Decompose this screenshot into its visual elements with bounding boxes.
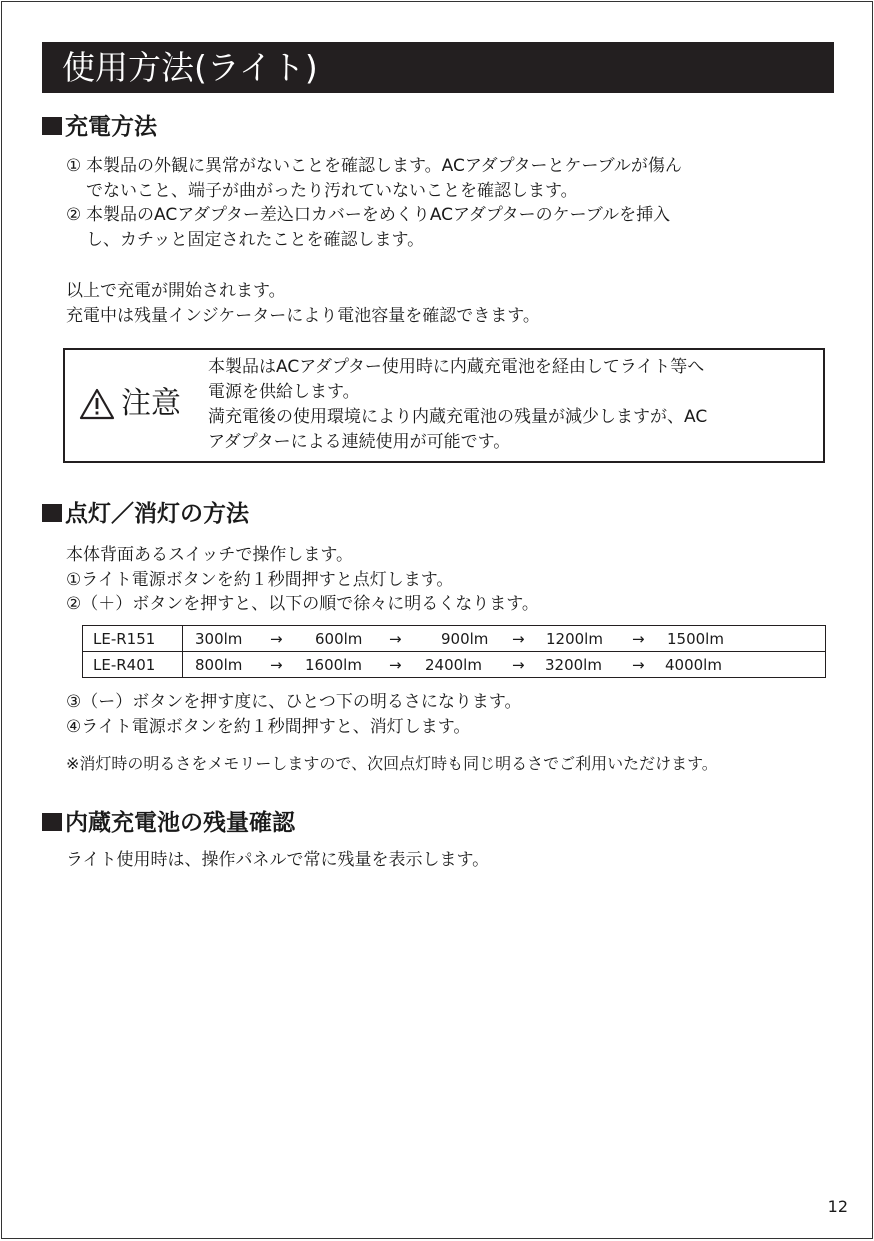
battery-text: ライト使用時は、操作パネルで常に残量を表示します。 (66, 850, 490, 870)
table-cell-model: LE-R151 (83, 626, 183, 652)
black-square-icon (42, 504, 62, 522)
list-item: ① 本製品の外観に異常がないことを確認します。ACアダプターとケーブルが傷ん でないこと、端子が曲がったり汚れていないことを確認します。 (66, 156, 682, 201)
caution-label: 注意 (79, 386, 181, 422)
lumen-value: 800lm (195, 656, 243, 674)
page-number: 12 (827, 1197, 848, 1216)
lumen-value: 3200lm (545, 656, 602, 674)
table-cell-values (183, 626, 826, 652)
lumen-value: 1200lm (546, 630, 603, 648)
arrow-icon: → (270, 630, 283, 648)
lumen-value: 900lm (441, 630, 489, 648)
brightness-table (82, 625, 826, 678)
table-row (83, 626, 826, 652)
black-square-icon (42, 813, 62, 831)
lumen-value: 4000lm (665, 656, 722, 674)
lumen-value: 2400lm (425, 656, 482, 674)
section-heading-onoff: 点灯／消灯の方法 (42, 499, 249, 529)
caution-box (63, 348, 825, 463)
arrow-icon: → (389, 630, 402, 648)
charging-after-text: 以上で充電が開始されます。 充電中は残量インジケーターにより電池容量を確認できます。 (66, 281, 540, 326)
arrow-icon: → (270, 656, 283, 674)
black-square-icon (42, 117, 62, 135)
table-row (83, 652, 826, 678)
lumen-value: 600lm (315, 630, 363, 648)
lumen-value: 1600lm (305, 656, 362, 674)
lumen-value: 1500lm (667, 630, 724, 648)
arrow-icon: → (512, 630, 525, 648)
charging-steps (66, 154, 682, 252)
arrow-icon: → (632, 630, 645, 648)
arrow-icon: → (512, 656, 525, 674)
section-heading-charging: 充電方法 (42, 112, 157, 142)
onoff-after-text: ③（ー）ボタンを押す度に、ひとつ下の明るさになります。 ④ライト電源ボタンを約１秒間押すと、消灯します。 (66, 692, 522, 737)
table-cell-values (183, 652, 826, 678)
arrow-icon: → (389, 656, 402, 674)
table-cell-model: LE-R401 (83, 652, 183, 678)
onoff-steps: 本体背面あるスイッチで操作します。 ①ライト電源ボタンを約１秒間押すと点灯します。 ②（＋）ボタンを押すと、以下の順で徐々に明るくなります。 (66, 545, 539, 614)
memory-note: ※消灯時の明るさをメモリーしますので、次回点灯時も同じ明るさでご利用いただけます。 (66, 754, 718, 773)
page-title: 使用方法(ライト) (42, 42, 834, 93)
caution-text: 本製品はACアダプター使用時に内蔵充電池を経由してライト等へ 電源を供給します。 満充電後の使用環境により内蔵充電池の残量が減少しますが、AC アダプターによる連続使用が可能です。 (208, 357, 708, 452)
section-heading-battery: 内蔵充電池の残量確認 (42, 808, 295, 838)
arrow-icon: → (632, 656, 645, 674)
manual-page (1, 1, 873, 1239)
warning-triangle-icon (79, 388, 115, 420)
lumen-value: 300lm (195, 630, 243, 648)
list-item: ② 本製品のACアダプター差込口カバーをめくりACアダプターのケーブルを挿入 し、カチッと固定されたことを確認します。 (66, 205, 671, 250)
